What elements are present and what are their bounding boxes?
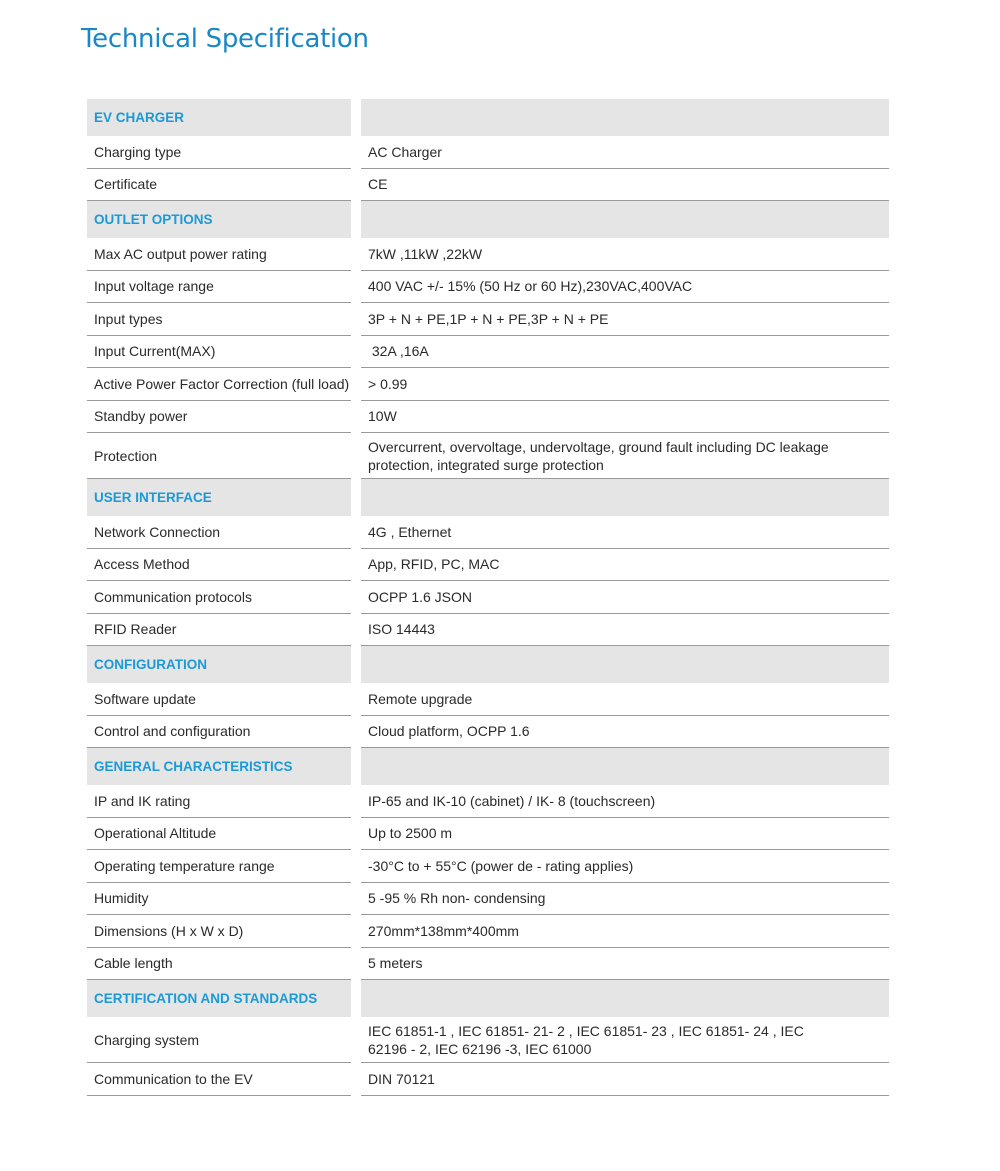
spec-value: -30°C to + 55°C (power de - rating applies): [361, 850, 889, 883]
spec-row: [87, 516, 889, 549]
spec-label: Control and configuration: [87, 716, 351, 749]
spec-row: [87, 136, 889, 169]
section-value-blank: [361, 201, 889, 238]
spec-row: [87, 818, 889, 851]
spec-label: Protection: [87, 433, 351, 479]
spec-value: AC Charger: [361, 136, 889, 169]
spec-label: Input types: [87, 303, 351, 336]
spec-row: [87, 368, 889, 401]
spec-label: Communication to the EV: [87, 1063, 351, 1096]
spec-row: [87, 614, 889, 647]
section-heading: EV CHARGER: [87, 99, 351, 136]
spec-label: Input Current(MAX): [87, 336, 351, 369]
section-value-blank: [361, 980, 889, 1017]
section-heading: OUTLET OPTIONS: [87, 201, 351, 238]
spec-label: RFID Reader: [87, 614, 351, 647]
section-header-configuration: [87, 646, 889, 683]
spec-label: Communication protocols: [87, 581, 351, 614]
spec-value: 32A ,16A: [361, 336, 889, 369]
spec-row: [87, 948, 889, 981]
section-header-ev-charger: [87, 99, 889, 136]
section-heading: GENERAL CHARACTERISTICS: [87, 748, 351, 785]
spec-label: Charging system: [87, 1017, 351, 1063]
spec-row: [87, 716, 889, 749]
section-value-blank: [361, 646, 889, 683]
spec-row: [87, 336, 889, 369]
section-header-outlet-options: [87, 201, 889, 238]
section-header-user-interface: [87, 479, 889, 516]
spec-value: 10W: [361, 401, 889, 434]
section-value-blank: [361, 479, 889, 516]
spec-value: 7kW ,11kW ,22kW: [361, 238, 889, 271]
spec-row: [87, 1063, 889, 1096]
spec-label: Certificate: [87, 169, 351, 202]
spec-row: [87, 433, 889, 479]
spec-value: DIN 70121: [361, 1063, 889, 1096]
section-header-certification-and-standards: [87, 980, 889, 1017]
spec-table: [87, 99, 889, 1096]
spec-value: 5 -95 % Rh non- condensing: [361, 883, 889, 916]
spec-value: 5 meters: [361, 948, 889, 981]
spec-label: Software update: [87, 683, 351, 716]
spec-row: [87, 169, 889, 202]
spec-row: [87, 401, 889, 434]
spec-label: Max AC output power rating: [87, 238, 351, 271]
section-header-general-characteristics: [87, 748, 889, 785]
spec-label: Active Power Factor Correction (full load): [87, 368, 351, 401]
spec-label: IP and IK rating: [87, 785, 351, 818]
spec-value: ISO 14443: [361, 614, 889, 647]
spec-label: Input voltage range: [87, 271, 351, 304]
spec-value: Overcurrent, overvoltage, undervoltage, ground fault including DC leakage protection, integrated surge protection: [361, 433, 889, 479]
spec-row: [87, 271, 889, 304]
section-value-blank: [361, 99, 889, 136]
section-heading: CONFIGURATION: [87, 646, 351, 683]
page-title: Technical Specification: [81, 24, 369, 54]
spec-value: Remote upgrade: [361, 683, 889, 716]
spec-row: [87, 850, 889, 883]
spec-label: Standby power: [87, 401, 351, 434]
spec-value: Up to 2500 m: [361, 818, 889, 851]
spec-row: [87, 915, 889, 948]
spec-value: > 0.99: [361, 368, 889, 401]
spec-row: [87, 549, 889, 582]
spec-value: OCPP 1.6 JSON: [361, 581, 889, 614]
spec-value: IEC 61851-1 , IEC 61851- 21- 2 , IEC 61851- 23 , IEC 61851- 24 , IEC 62196 - 2, IEC 62196 -3, IEC 61000: [361, 1017, 889, 1063]
spec-value: Cloud platform, OCPP 1.6: [361, 716, 889, 749]
spec-value: IP-65 and IK-10 (cabinet) / IK- 8 (touchscreen): [361, 785, 889, 818]
spec-row: [87, 303, 889, 336]
spec-label: Humidity: [87, 883, 351, 916]
spec-label: Network Connection: [87, 516, 351, 549]
spec-row: [87, 1017, 889, 1063]
spec-label: Cable length: [87, 948, 351, 981]
spec-value: 3P + N + PE,1P + N + PE,3P + N + PE: [361, 303, 889, 336]
spec-value: App, RFID, PC, MAC: [361, 549, 889, 582]
spec-label: Dimensions (H x W x D): [87, 915, 351, 948]
spec-row: [87, 581, 889, 614]
spec-row: [87, 785, 889, 818]
spec-row: [87, 238, 889, 271]
spec-label: Access Method: [87, 549, 351, 582]
section-heading: CERTIFICATION AND STANDARDS: [87, 980, 351, 1017]
spec-value: CE: [361, 169, 889, 202]
section-value-blank: [361, 748, 889, 785]
spec-label: Operating temperature range: [87, 850, 351, 883]
spec-label: Operational Altitude: [87, 818, 351, 851]
spec-label: Charging type: [87, 136, 351, 169]
section-heading: USER INTERFACE: [87, 479, 351, 516]
spec-value: 4G , Ethernet: [361, 516, 889, 549]
spec-row: [87, 883, 889, 916]
spec-row: [87, 683, 889, 716]
spec-value: 400 VAC +/- 15% (50 Hz or 60 Hz),230VAC,400VAC: [361, 271, 889, 304]
spec-value: 270mm*138mm*400mm: [361, 915, 889, 948]
